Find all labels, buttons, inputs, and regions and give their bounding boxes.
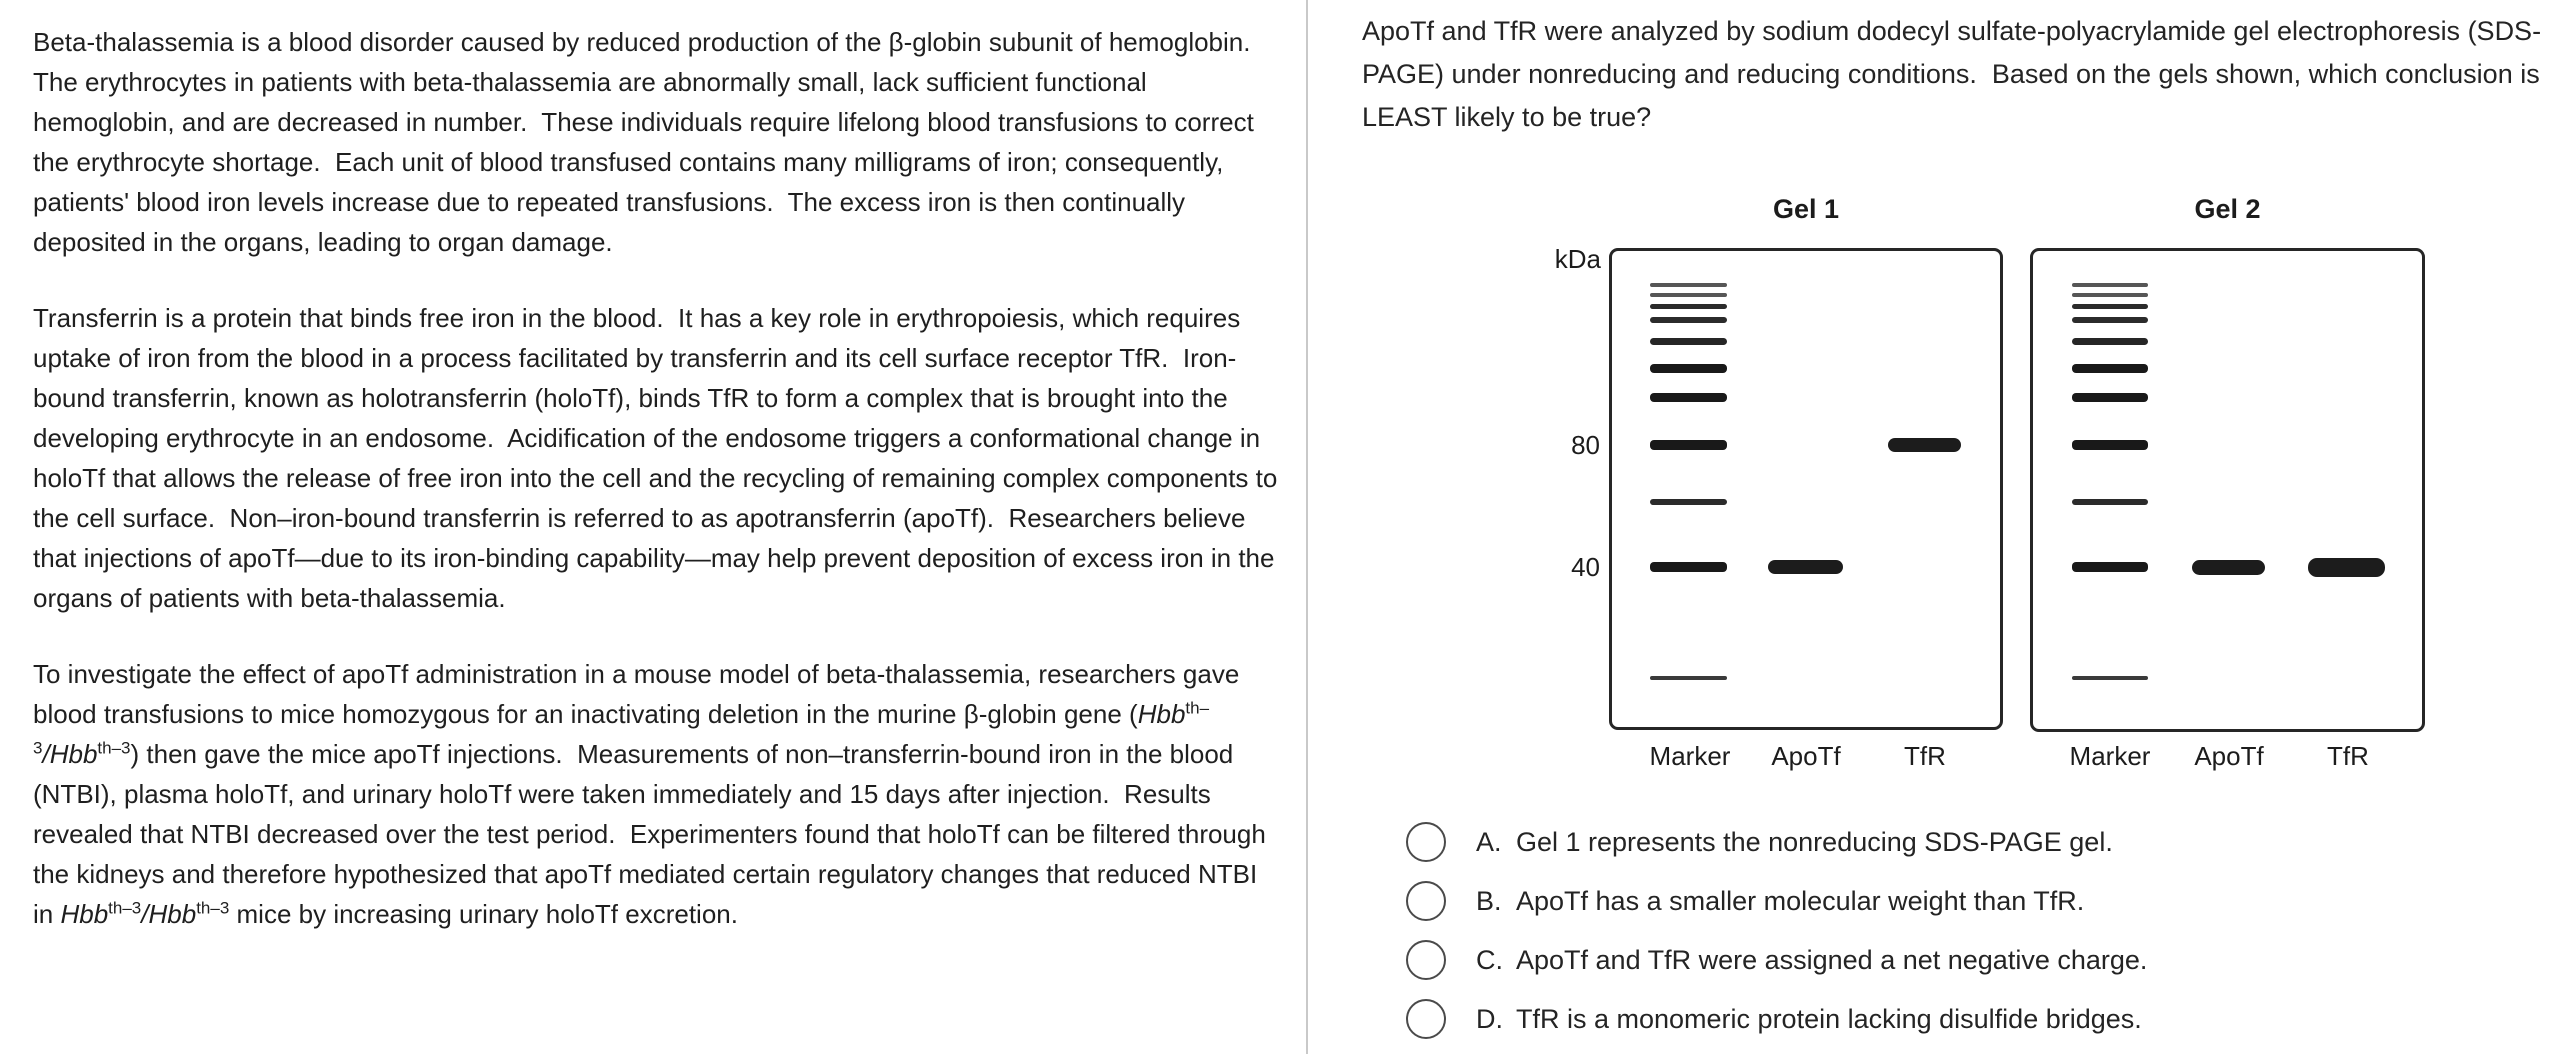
gel-title: Gel 2 bbox=[2194, 194, 2261, 224]
mw-tick-label: 40 bbox=[1571, 552, 1600, 582]
option-row-a[interactable] bbox=[1406, 821, 2113, 863]
option-c-text: ApoTf and TfR were assigned a net negative charge. bbox=[1516, 944, 2148, 975]
lane-label-marker: Marker bbox=[2069, 741, 2151, 771]
lane-label-marker: Marker bbox=[1649, 741, 1731, 771]
lane-label-apotf: ApoTf bbox=[1771, 741, 1841, 771]
option-b-letter: B. bbox=[1476, 885, 1502, 916]
gel-title: Gel 1 bbox=[1772, 194, 1840, 224]
lane-label-tfr: TfR bbox=[2327, 741, 2369, 771]
passage-paragraph: Transferrin is a protein that binds free iron in the blood. It has a key role in erythropoiesis, which requires uptake of iron from the blood in a process facilitated by transferrin and its cell surface receptor TfR. Iron-bound transferrin, known as holotransferrin (holoTf), binds TfR to form a complex that is brought into the developing erythrocyte in an endosome. Acidification of the endosome triggers a conformational change in holoTf that allows the release of free iron into the cell and the recycling of remaining complex components to the cell surface. Non–iron-bound transferrin is referred to as apotransferrin (apoTf). Researchers believe that injections of apoTf—due to its iron-binding capability—may help prevent deposition of excess iron in the organs of patients with beta-thalassemia. bbox=[33, 303, 1285, 613]
option-d-text: TfR is a monomeric protein lacking disulfide bridges. bbox=[1516, 1003, 2142, 1034]
option-b-radio[interactable] bbox=[1406, 881, 1446, 921]
option-b-text: ApoTf has a smaller molecular weight than TfR. bbox=[1516, 885, 2085, 916]
option-d-letter: D. bbox=[1476, 1003, 1503, 1034]
passage-paragraph: To investigate the effect of apoTf administration in a mouse model of beta-thalassemia, researchers gave blood transfusions to mice homozygous for an inactivating deletion in the murine β-globin gene (Hbb$^{th-3}$/Hbb$^{th-3}$) then gave the mice apoTf injections. Measurements of non–transferrin-bound iron in the blood (NTBI), plasma holoTf, and urinary holoTf were taken immediately and 15 days after injection. Results revealed that NTBI decreased over the test period. Experimenters found that holoTf can be filtered through the kidneys and therefore hypothesized that apoTf mediated certain regulatory changes that reduced NTBI in Hbb$^{th-3}$/Hbb$^{th-3}$ mice by increasing urinary holoTf excretion. bbox=[33, 659, 1274, 929]
option-c-letter: C. bbox=[1476, 944, 1503, 975]
option-a-letter: A. bbox=[1476, 826, 1502, 857]
lane-label-apotf: ApoTf bbox=[2194, 741, 2264, 771]
mw-tick-label: 80 bbox=[1571, 430, 1600, 460]
kda-unit-label: kDa bbox=[1554, 244, 1601, 274]
question-text: ApoTf and TfR were analyzed by sodium dodecyl sulfate-polyacrylamide gel electrophoresis (SDS-PAGE) under nonreducing and reducing conditions. Based on the gels shown, which conclusion is LEAST likely to be true? bbox=[1362, 16, 2548, 132]
option-a-text: Gel 1 represents the nonreducing SDS-PAGE gel. bbox=[1516, 826, 2113, 857]
lane-label-tfr: TfR bbox=[1904, 741, 1946, 771]
option-row-b[interactable] bbox=[1406, 880, 2084, 922]
passage-paragraph: Beta-thalassemia is a blood disorder caused by reduced production of the β-globin subunit of hemoglobin. The erythrocytes in patients with beta-thalassemia are abnormally small, lack sufficient functional hemoglobin, and are decreased in number. These individuals require lifelong blood transfusions to correct the erythrocyte shortage. Each unit of blood transfused contains many milligrams of iron; consequently, patients' blood iron levels increase due to repeated transfusions. The excess iron is then continually deposited in the organs, leading to organ damage. bbox=[33, 27, 1265, 257]
option-d-radio[interactable] bbox=[1406, 999, 1446, 1039]
option-a-radio[interactable] bbox=[1406, 822, 1446, 862]
option-row-d[interactable] bbox=[1406, 998, 2142, 1040]
option-c-radio[interactable] bbox=[1406, 940, 1446, 980]
option-row-c[interactable] bbox=[1406, 939, 2147, 981]
